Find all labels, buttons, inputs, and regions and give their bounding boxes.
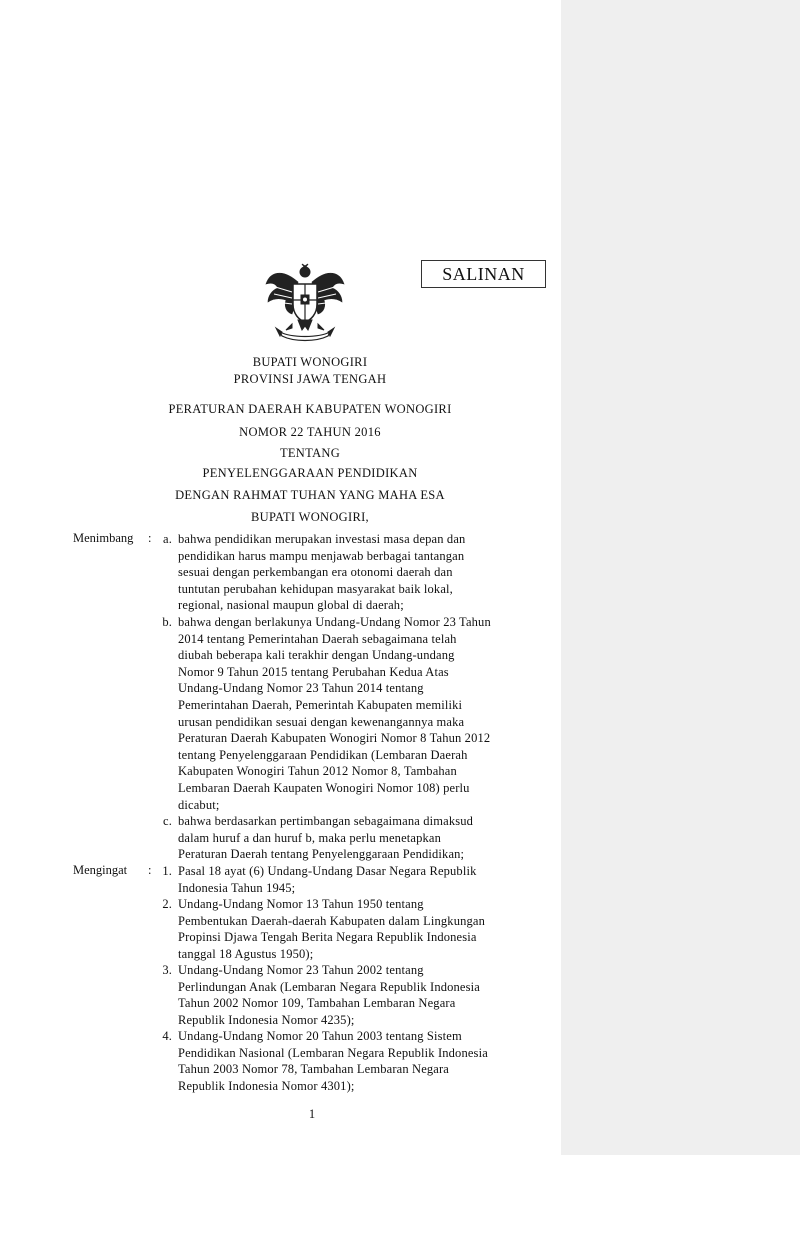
regulation-title: PERATURAN DAERAH KABUPATEN WONOGIRI [168,402,452,416]
mengingat-item-1 [154,863,554,896]
preamble-line: DENGAN RAHMAT TUHAN YANG MAHA ESA [175,488,445,502]
regulation-number: NOMOR 22 TAHUN 2016 [239,425,381,439]
menimbang-colon: : [148,531,152,545]
item-marker: a. [163,532,172,546]
mengingat-item-3 [154,962,554,1028]
salinan-stamp: SALINAN [421,260,546,288]
item-marker: b. [162,615,172,629]
page-number: 1 [308,1107,316,1121]
item-marker: 3. [162,963,172,977]
item-marker: 4. [162,1029,172,1043]
menimbang-item-b [154,614,554,813]
item-text: bahwa dengan berlakunya Undang-Undang Nomor 23 Tahun 2014 tentang Pemerintahan Daerah sebagaimana telah diubah beberapa kali terakhir dengan Undang-undang Nomor 9 Tahun 2015 tentang Perubahan Kedua Atas Undang-Undang Nomor 23 Tahun 2014 tentang Pemerintahan Daerah, Pemerintah Kabupaten memiliki urusan pendidikan sesuai dengan kewenangannya maka Peraturan Daerah Kabupaten Wonogiri Nomor 8 Tahun 2012 tentang Penyelenggaraan Pendidikan (Lembaran Daerah Kabupaten Wonogiri Tahun 2012 Nomor 8, Tambahan Lembaran Daerah Kaupaten Wonogiri Nomor 108) perlu dicabut; [178,615,491,812]
item-text: bahwa berdasarkan pertimbangan sebagaimana dimaksud dalam huruf a dan huruf b, maka perlu menetapkan Peraturan Daerah tentang Penyelenggaraan Pendidikan; [178,814,474,862]
menimbang-item-c [154,813,554,863]
issuer-line: BUPATI WONOGIRI, [250,510,369,524]
item-text: Pasal 18 ayat (6) Undang-Undang Dasar Negara Republik Indonesia Tahun 1945; [178,864,477,895]
item-text: Undang-Undang Nomor 23 Tahun 2002 tentang Perlindungan Anak (Lembaran Negara Republik Indonesia Tahun 2002 Nomor 109, Tambahan Lembaran Negara Republik Indonesia Nomor 4235); [178,963,480,1027]
comment-margin-pane [561,0,800,1155]
mengingat-colon: : [148,863,152,877]
item-text: Undang-Undang Nomor 20 Tahun 2003 tentang Sistem Pendidikan Nasional (Lembaran Negara Republik Indonesia Tahun 2003 Nomor 78, Tambahan Lembaran Negara Republik Indonesia Nomor 4301); [178,1029,488,1093]
mengingat-label: Mengingat [73,863,128,877]
item-marker: c. [163,814,172,828]
province-title: PROVINSI JAWA TENGAH [233,372,387,386]
item-marker: 1. [162,864,172,878]
regulation-subject: PENYELENGGARAAN PENDIDIKAN [202,466,418,480]
mengingat-item-4 [154,1028,554,1094]
garuda-emblem-icon [262,262,348,342]
menimbang-label: Menimbang [73,531,134,545]
mengingat-item-2 [154,896,554,962]
menimbang-item-a [154,531,554,614]
item-marker: 2. [162,897,172,911]
regent-title: BUPATI WONOGIRI [252,355,368,369]
item-text: bahwa pendidikan merupakan investasi masa depan dan pendidikan harus mampu menjawab berbagai tantangan sesuai dengan perkembangan era otonomi daerah dan tuntutan perubahan kehidupan masyarakat baik lokal, regional, nasional maupun global di daerah; [178,532,466,613]
about-label: TENTANG [279,446,341,460]
item-text: Undang-Undang Nomor 13 Tahun 1950 tentang Pembentukan Daerah-daerah Kabupaten dalam Lingkungan Propinsi Djawa Tengah Berita Negara Republik Indonesia tanggal 18 Agustus 1950); [178,897,485,961]
